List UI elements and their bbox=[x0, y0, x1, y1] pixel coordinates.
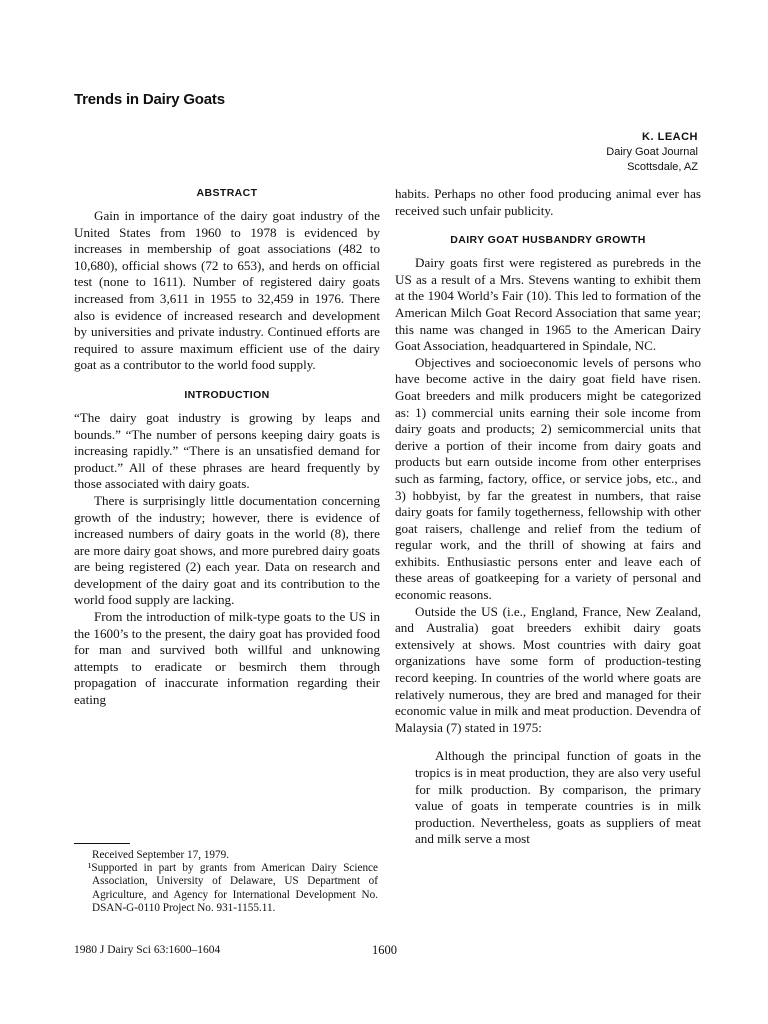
intro-paragraph-1: “The dairy goat industry is growing by leaps and bounds.” “The number of persons keeping dairy goats is increasing rapidly.” “There is an unsatisfied demand for product.” All of these phrases are heard frequently by those associated with dairy goats. bbox=[74, 409, 380, 492]
intro-paragraph-3: From the introduction of milk-type goats to the US in the 1600’s to the present, the dairy goat has provided food for man and survived both willful and unknowing attempts to eradicate or besmirch them through propagation of inaccurate information regarding their eating bbox=[74, 609, 380, 708]
abstract-text: Gain in importance of the dairy goat industry of the United States from 1960 to 1978 is evidenced by increases in membership of goat associations (482 to 10,680), official shows (72 to 653), and herds on official test (none to 1611). Number of registered dairy goats increased from 3,611 in 1955 to 32,459 in 1976. There also is evidence of increased research and development by universities and private industry. Continued efforts are required to assure maximum efficient use of the dairy goat as a contributor to the world food supply. bbox=[74, 208, 380, 373]
author-block bbox=[606, 130, 698, 175]
author-name: K. LEACH bbox=[642, 131, 698, 143]
husbandry-paragraph-2: Objectives and socioeconomic levels of persons who have become active in the dairy goat field have risen. Goat breeders and milk producers might be categorized as: 1) commercial units earning their sole income from dairy goats and products; 2) semicommercial units that derive a portion of their income from dairy goats and products but earn outside income from other enterprises such as farming, factory, office, or service jobs, etc., and 3) hobbyist, by far the greatest in numbers, that raise dairy goats for family togetherness, fellowship with other goat raisers, challenge and relief from the tedium of regular work, and the thrill of showing at fairs and exhibits. Enthusiastic persons enter and leave each of these areas of goatkeeping for a variety of personal and economic reasons. bbox=[395, 354, 701, 603]
page-number: 1600 bbox=[372, 943, 397, 957]
right-column bbox=[395, 186, 701, 848]
journal-reference: 1980 J Dairy Sci 63:1600–1604 bbox=[74, 944, 221, 956]
author-affiliation-location: Scottsdale, AZ bbox=[627, 161, 698, 173]
footnote-received: Received September 17, 1979. bbox=[92, 849, 230, 861]
footnote-support: ¹Supported in part by grants from American Dairy Science Association, University of Delaware, US Department of Agriculture, and Agency for International Development No. DSAN-G-0110 Project No. 931-1155.11. bbox=[88, 862, 378, 914]
husbandry-heading: DAIRY GOAT HUSBANDRY GROWTH bbox=[450, 234, 646, 247]
introduction-heading: INTRODUCTION bbox=[184, 388, 270, 401]
husbandry-paragraph-3: Outside the US (i.e., England, France, New Zealand, and Australia) goat breeders exhibit dairy goats extensively at shows. Most countries with dairy goat organizations have some form of production-testing record keeping. In countries of the world where goats are relatively numerous, they are bred and managed for their economic value in milk and meat production. Devendra of Malaysia (7) stated in 1975: bbox=[395, 603, 701, 735]
continued-text: habits. Perhaps no other food producing animal ever has received such unfair publicity. bbox=[395, 186, 701, 218]
footnotes bbox=[88, 849, 378, 915]
intro-paragraph-2: There is surprisingly little documentation concerning growth of the industry; however, there is evidence of increased numbers of dairy goats in the world (8), there are more dairy goat shows, and more purebred dairy goats are being registered (2) each year. Data on research and development of the dairy goat and its contribution to the world food supply are lacking. bbox=[74, 492, 380, 608]
husbandry-paragraph-1: Dairy goats first were registered as purebreds in the US as a result of a Mrs. Stevens wanting to exhibit them at the 1904 World’s Fair (10). This led to formation of the American Milch Goat Record Association that same year; this name was changed in 1965 to the American Dairy Goat Association, headquartered in Spindale, NC. bbox=[395, 255, 701, 354]
author-affiliation-journal: Dairy Goat Journal bbox=[606, 146, 698, 158]
abstract-heading: ABSTRACT bbox=[196, 187, 258, 199]
footnote-divider bbox=[74, 843, 130, 844]
block-quote: Although the principal function of goats in the tropics is in meat production, they are also very useful for milk production. By comparison, the primary value of goats in temperate countries is in milk production. Nevertheless, goats as suppliers of meat and milk serve a most bbox=[415, 748, 701, 847]
article-title: Trends in Dairy Goats bbox=[74, 91, 225, 108]
left-column bbox=[74, 186, 380, 709]
